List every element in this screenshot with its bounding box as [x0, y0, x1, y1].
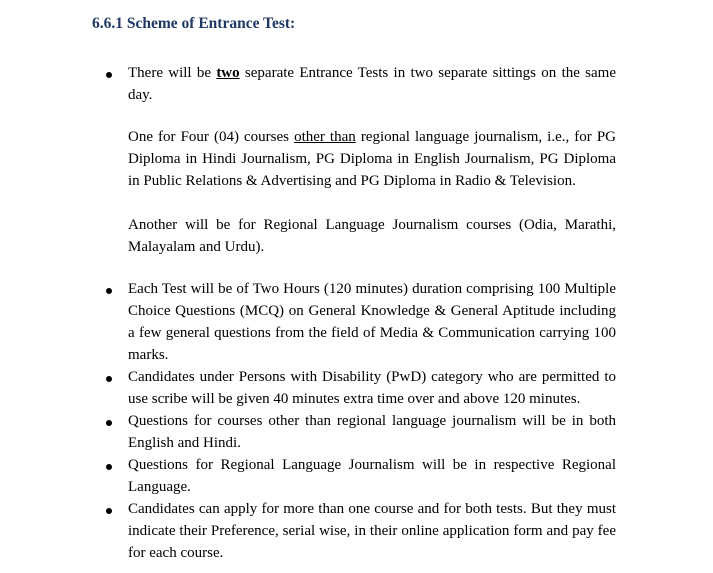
bullet-icon	[106, 508, 112, 514]
bullet-icon	[106, 288, 112, 294]
bullet-icon	[106, 420, 112, 426]
bullet-text-before: There will be	[128, 65, 217, 81]
section-heading: 6.6.1 Scheme of Entrance Test:	[92, 15, 296, 32]
paragraph-second-test: Another will be for Regional Language Journalism courses (Odia, Marathi, Malayalam and Urdu).	[128, 217, 616, 255]
paragraph-text-after: regional language journalism, i.e., for PG Diploma in Hindi Journalism, PG Diploma in English Journalism, PG Diploma in Public Relations & Advertising and PG Diploma in Radio & Television.	[128, 129, 617, 189]
paragraph-underlined: other than	[294, 129, 356, 145]
bullet-item-regional-language: Questions for Regional Language Journalism will be in respective Regional Language.	[128, 457, 616, 495]
bullet-item-multiple-courses: Candidates can apply for more than one course and for both tests. But they must indicate their Preference, serial wise, in their online application form and pay fee for each course.	[128, 501, 616, 561]
bullet-item-question-language: Questions for courses other than regional language journalism will be in both English and Hindi.	[128, 413, 616, 451]
bullet-item-pwd: Candidates under Persons with Disability (PwD) category who are permitted to use scribe will be given 40 minutes extra time over and above 120 minutes.	[128, 369, 616, 407]
paragraph-text-before: One for Four (04) courses	[128, 129, 295, 145]
bullet-text-after: separate Entrance Tests in two separate sittings on the same day.	[128, 65, 617, 103]
bullet-emphasis: two	[216, 65, 240, 81]
paragraph-first-test	[128, 126, 616, 192]
bullet-icon	[106, 464, 112, 470]
bullet-icon	[106, 376, 112, 382]
bullet-icon	[106, 72, 112, 78]
bullet-item-separate-tests	[128, 62, 616, 106]
bullet-item-test-duration: Each Test will be of Two Hours (120 minutes) duration comprising 100 Multiple Choice Questions (MCQ) on General Knowledge & General Aptitude including a few general questions from the field of Media & Communication carrying 100 marks.	[128, 281, 616, 363]
